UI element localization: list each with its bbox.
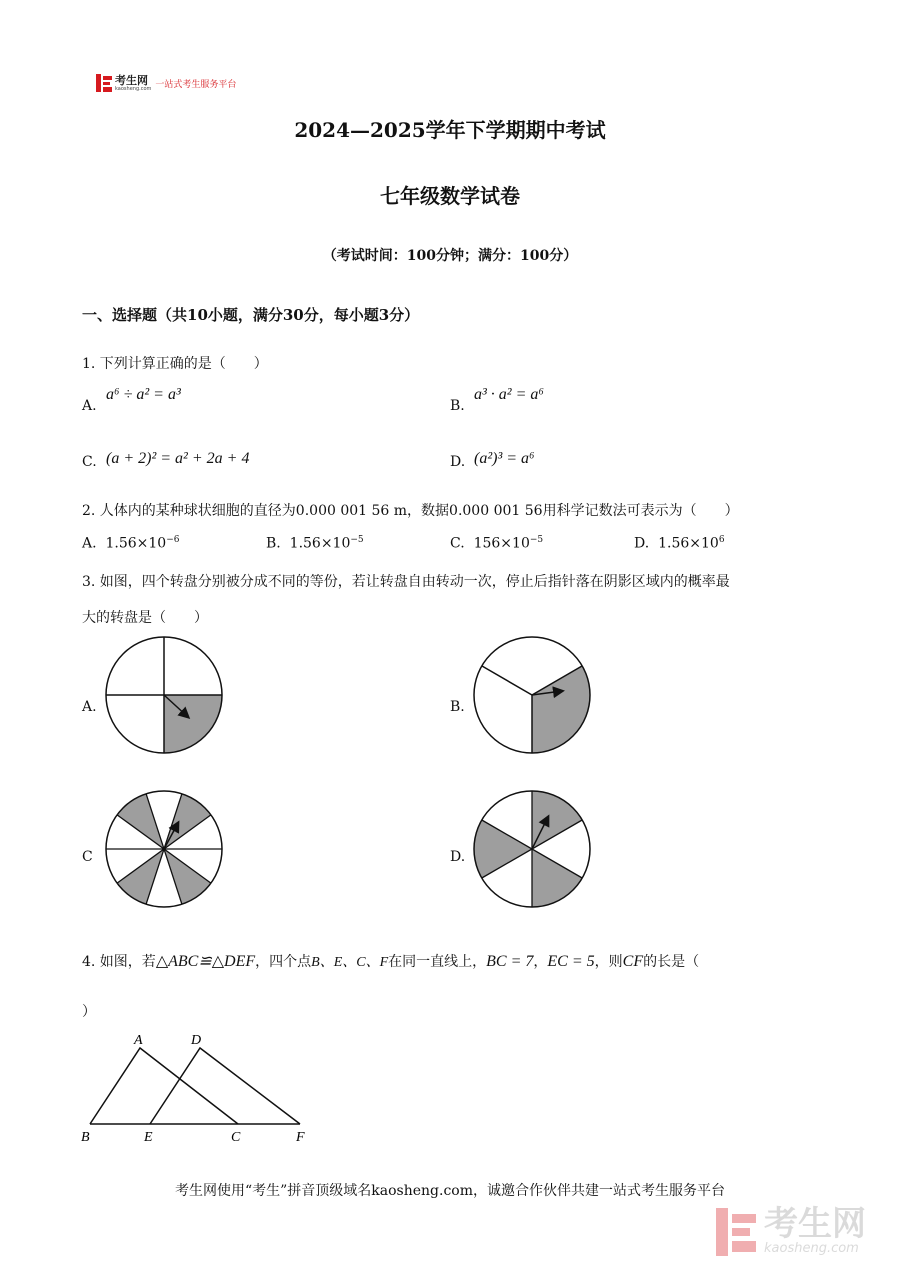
q2-option-a-mant: 1.56×10 xyxy=(105,535,167,552)
q4-ec: EC = 5 xyxy=(547,953,595,970)
q4-stem-mid: ，四个点 xyxy=(255,954,312,970)
q4-stem-mid2: 在同一直线上， xyxy=(388,954,487,970)
q1-option-a-label: A. xyxy=(82,398,97,414)
q4-points: B、E、C、F xyxy=(311,955,389,970)
watermark-mark-icon xyxy=(716,1208,756,1256)
q1-option-d-label: D. xyxy=(450,454,466,470)
q4-stem-mid3: ，则 xyxy=(594,954,623,970)
logo-mark-icon xyxy=(96,74,112,92)
label-a: A xyxy=(134,1033,143,1048)
q2-option-d-mant: 1.56×10 xyxy=(658,535,719,552)
watermark-logo xyxy=(716,1204,866,1256)
q3-stem-line1: 3. 如图，四个转盘分别被分成不同的等份，若让转盘自由转动一次，停止后指针落在阴影区域内的概率最 xyxy=(82,574,730,590)
label-e: E xyxy=(144,1130,153,1145)
label-c: C xyxy=(231,1130,241,1145)
q4-stem-post: 的长是（ xyxy=(643,954,700,970)
exam-title: 2024—2025学年下学期期中考试 xyxy=(294,118,606,142)
q4-stem-line2: ） xyxy=(82,1004,96,1020)
header-logo xyxy=(96,73,236,93)
q3-option-a-label: A. xyxy=(82,699,97,715)
watermark-name: 考生网 xyxy=(764,1204,866,1244)
logo-name: 考生网 xyxy=(115,73,148,87)
q2-option-a xyxy=(82,535,179,552)
triangle-def xyxy=(150,1048,300,1124)
label-d: D xyxy=(191,1033,202,1048)
logo-slogan: 一站式考生服务平台 xyxy=(155,79,237,90)
exam-info: （考试时间：100分钟；满分：100分） xyxy=(322,248,578,264)
q1-option-d-expr xyxy=(474,450,535,468)
q2-option-d-exp: 6 xyxy=(718,535,725,545)
exam-subtitle: 七年级数学试卷 xyxy=(380,184,520,208)
q2-option-d xyxy=(634,535,725,552)
q3-stem-line2: 大的转盘是（ ） xyxy=(82,610,208,626)
q1-option-c-text: (a + 2)² = a² + 2a + 4 xyxy=(106,450,250,467)
spinner-a xyxy=(102,633,226,757)
q4-triangle-figure xyxy=(78,1028,318,1148)
q2-option-c-label: C. xyxy=(450,535,465,552)
q4-cf: CF xyxy=(622,953,644,970)
section-heading: 一、选择题（共10小题，满分30分，每小题3分） xyxy=(82,306,420,324)
q2-option-b-exp: −5 xyxy=(350,535,364,545)
q1-option-c-label: C. xyxy=(82,454,97,470)
q2-option-c-exp: −5 xyxy=(529,535,544,545)
page-footer: 考生网使用“考生”拼音顶级域名kaosheng.com，诚邀合作伙伴共建一站式考生服务平台 xyxy=(174,1183,726,1199)
q4-stem-pre: 4. 如图，若 xyxy=(82,954,156,970)
q4-bc: BC = 7 xyxy=(486,953,534,970)
q4-stem xyxy=(82,951,842,971)
label-f: F xyxy=(296,1130,305,1145)
q3-option-d-label: D. xyxy=(450,849,466,865)
q1-option-b-expr xyxy=(474,386,544,404)
q4-sep: ， xyxy=(533,954,548,970)
q4-congruent: △ABC≌△DEF xyxy=(155,953,256,970)
q2-option-b xyxy=(266,535,364,552)
q2-stem: 2. 人体内的某种球状细胞的直径为0.000 001 56 m，数据0.000 001 56用科学记数法可表示为（ ） xyxy=(82,503,739,519)
q2-option-c xyxy=(450,535,543,552)
q1-option-b-text: a³ · a² = a⁶ xyxy=(474,386,544,403)
q3-option-c-label: C xyxy=(82,849,93,865)
spinner-c xyxy=(102,787,226,911)
q1-option-b-label: B. xyxy=(450,398,465,414)
q2-option-a-exp: −6 xyxy=(166,535,180,545)
spinner-d xyxy=(470,787,594,911)
label-b: B xyxy=(81,1130,90,1145)
q1-option-a-expr xyxy=(106,386,181,404)
q2-option-b-label: B. xyxy=(266,535,281,552)
q1-option-d-text: (a²)³ = a⁶ xyxy=(474,450,535,467)
spinner-b xyxy=(470,633,594,757)
logo-domain: kaosheng.com xyxy=(115,85,152,92)
q2-option-a-label: A. xyxy=(82,535,97,552)
watermark-domain: kaosheng.com xyxy=(764,1241,859,1256)
q1-stem: 1. 下列计算正确的是（ ） xyxy=(82,356,268,372)
q1-option-a-text: a⁶ ÷ a² = a³ xyxy=(106,386,181,403)
q2-option-c-mant: 156×10 xyxy=(473,535,530,552)
q1-option-c-expr xyxy=(106,450,249,468)
q2-option-b-mant: 1.56×10 xyxy=(289,535,351,552)
q3-option-b-label: B. xyxy=(450,699,465,715)
q2-option-d-label: D. xyxy=(634,535,650,552)
